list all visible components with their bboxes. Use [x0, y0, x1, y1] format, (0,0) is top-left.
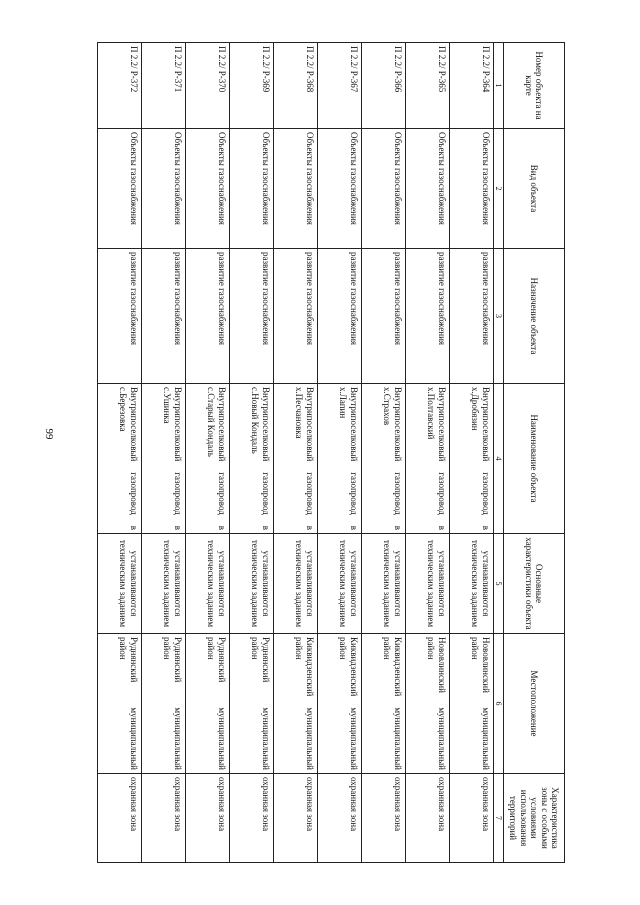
object-number-cell: П 2.2/ Р-365: [405, 43, 449, 129]
object-purpose-cell: развитие газоснабжения: [141, 249, 185, 384]
column-number: 5: [493, 534, 503, 634]
object-number-cell: П 2.2/ Р-366: [361, 43, 405, 129]
object-type-cell: Объекты газоснабжения: [449, 129, 493, 249]
zone-cell: охранная зона: [141, 774, 185, 863]
header-row: [504, 43, 565, 863]
header-object-characteristics: Основные характеристики объекта: [504, 534, 565, 634]
object-purpose-cell: развитие газоснабжения: [185, 249, 229, 384]
object-purpose-cell: развитие газоснабжения: [361, 249, 405, 384]
object-number-cell: П 2.2/ Р-364: [449, 43, 493, 129]
object-characteristics-cell: устанавливаются техническим заданием: [141, 534, 185, 634]
object-characteristics-cell: устанавливаются техническим заданием: [449, 534, 493, 634]
column-number: 2: [493, 129, 503, 249]
object-purpose-cell: развитие газоснабжения: [405, 249, 449, 384]
object-type-cell: Объекты газоснабжения: [185, 129, 229, 249]
object-type-cell: Объекты газоснабжения: [361, 129, 405, 249]
location-cell: Руднянский муниципальный район: [229, 634, 273, 774]
object-name-cell: Внутрипоселковый газопровод в с.Березовка: [97, 384, 141, 534]
object-type-cell: Объекты газоснабжения: [317, 129, 361, 249]
object-characteristics-cell: устанавливаются техническим заданием: [405, 534, 449, 634]
object-characteristics-cell: устанавливаются техническим заданием: [97, 534, 141, 634]
zone-cell: охранная зона: [449, 774, 493, 863]
table-row: [317, 43, 361, 863]
location-cell: Киквидзенский муниципальный район: [361, 634, 405, 774]
object-characteristics-cell: устанавливаются техническим заданием: [317, 534, 361, 634]
object-type-cell: Объекты газоснабжения: [273, 129, 317, 249]
column-number: 7: [493, 774, 503, 863]
object-characteristics-cell: устанавливаются техническим заданием: [361, 534, 405, 634]
location-cell: Нововлинский муниципальный район: [449, 634, 493, 774]
rotated-table-container: [75, 42, 565, 862]
object-name-cell: Внутрипоселковый газопровод в с.Новый Кондаль: [229, 384, 273, 534]
header-object-number: Номер объекта на карте: [504, 43, 565, 129]
table-row: [361, 43, 405, 863]
object-type-cell: Объекты газоснабжения: [97, 129, 141, 249]
header-object-type: Вид объекта: [504, 129, 565, 249]
zone-cell: охранная зона: [361, 774, 405, 863]
object-characteristics-cell: устанавливаются техническим заданием: [273, 534, 317, 634]
object-name-cell: Внутрипоселковый газопровод в с.Ушинка: [141, 384, 185, 534]
location-cell: Руднянский муниципальный район: [141, 634, 185, 774]
object-characteristics-cell: устанавливаются техническим заданием: [229, 534, 273, 634]
object-number-cell: П 2.2/ Р-370: [185, 43, 229, 129]
object-number-cell: П 2.2/ Р-369: [229, 43, 273, 129]
object-name-cell: Внутрипоселковый газопровод в с.Старый Кондаль: [185, 384, 229, 534]
table-row: [405, 43, 449, 863]
object-type-cell: Объекты газоснабжения: [405, 129, 449, 249]
table-row: [449, 43, 493, 863]
object-purpose-cell: развитие газоснабжения: [317, 249, 361, 384]
table-row: [97, 43, 141, 863]
header-zone-characteristics: Характеристика зоны с особыми условиями использования территорий: [504, 774, 565, 863]
zone-cell: охранная зона: [185, 774, 229, 863]
object-number-cell: П 2.2/ Р-372: [97, 43, 141, 129]
object-number-cell: П 2.2/ Р-371: [141, 43, 185, 129]
object-number-cell: П 2.2/ Р-367: [317, 43, 361, 129]
column-number: 4: [493, 384, 503, 534]
objects-table: [97, 42, 565, 863]
column-number: 1: [493, 43, 503, 129]
header-location: Местоположение: [504, 634, 565, 774]
object-purpose-cell: развитие газоснабжения: [229, 249, 273, 384]
object-purpose-cell: развитие газоснабжения: [273, 249, 317, 384]
object-type-cell: Объекты газоснабжения: [141, 129, 185, 249]
location-cell: Руднянский муниципальный район: [97, 634, 141, 774]
column-number: 3: [493, 249, 503, 384]
column-number-row: [493, 43, 503, 863]
object-name-cell: Внутрипоселковый газопровод в х.Страхов: [361, 384, 405, 534]
location-cell: Нововлинский муниципальный район: [405, 634, 449, 774]
zone-cell: охранная зона: [405, 774, 449, 863]
object-purpose-cell: развитие газоснабжения: [97, 249, 141, 384]
table-row: [273, 43, 317, 863]
table-row: [141, 43, 185, 863]
zone-cell: охранная зона: [229, 774, 273, 863]
object-name-cell: Внутрипоселковый газопровод в х.Дробязин: [449, 384, 493, 534]
zone-cell: охранная зона: [97, 774, 141, 863]
location-cell: Руднянский муниципальный район: [185, 634, 229, 774]
object-name-cell: Внутрипоселковый газопровод в х.Лапин: [317, 384, 361, 534]
object-purpose-cell: развитие газоснабжения: [449, 249, 493, 384]
page-number: 99: [43, 428, 55, 440]
location-cell: Киквидзенский муниципальный район: [273, 634, 317, 774]
object-type-cell: Объекты газоснабжения: [229, 129, 273, 249]
object-name-cell: Внутрипоселковый газопровод в х.Полтавский: [405, 384, 449, 534]
table-row: [229, 43, 273, 863]
zone-cell: охранная зона: [317, 774, 361, 863]
zone-cell: охранная зона: [273, 774, 317, 863]
table-row: [185, 43, 229, 863]
object-number-cell: П 2.2/ Р-368: [273, 43, 317, 129]
header-object-name: Наименование объекта: [504, 384, 565, 534]
column-number: 6: [493, 634, 503, 774]
header-object-purpose: Назначение объекта: [504, 249, 565, 384]
object-name-cell: Внутрипоселковый газопровод в х.Песчановка: [273, 384, 317, 534]
object-characteristics-cell: устанавливаются техническим заданием: [185, 534, 229, 634]
location-cell: Киквидзенский муниципальный район: [317, 634, 361, 774]
